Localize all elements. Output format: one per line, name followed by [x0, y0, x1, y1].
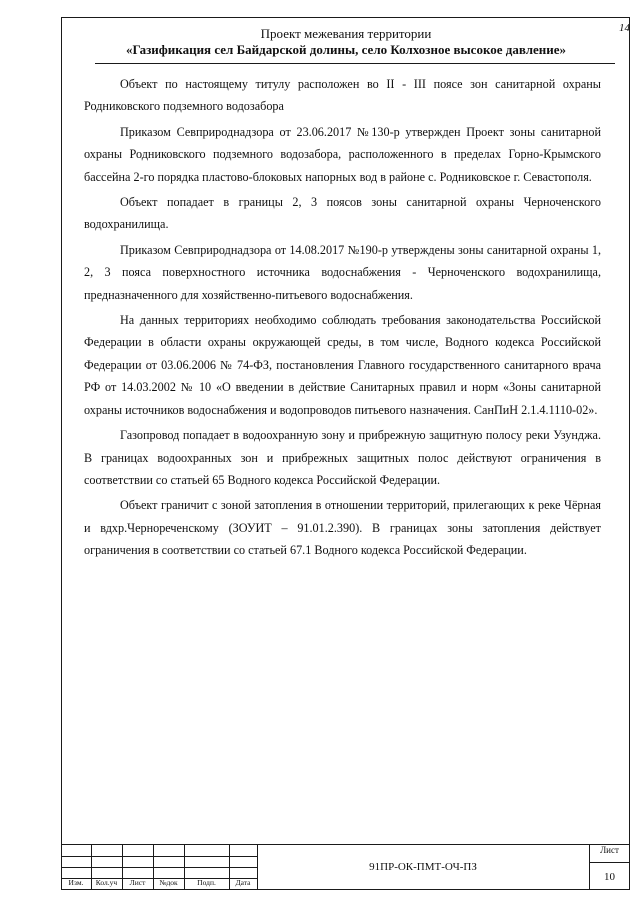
paragraph: Приказом Севприроднадзора от 23.06.2017 №130-р утвержден Проект зоны санитарной охраны Родниковского подземного водозабора, расположенного в пределах Горно-Крымского бассейна 2-го порядка пластово-блоковых напорных вод в районе с. Родниковское г. Севастополя.: [84, 124, 601, 184]
column-label-doc-number: №док: [159, 878, 178, 887]
paragraph: На данных территориях необходимо соблюдать требования законодательства Российской Федерации в области охраны окружающей среды, в том числе, Водного кодекса Российской Федерации от 03.06.2006 № 74-ФЗ, постановления Главного государственного санитарного врача РФ от 14.03.2002 № 10 «О введении в действие Санитарных правил и норм «Зоны санитарной охраны источников водоснабжения и водопроводов питьевого назначения. СанПиН 2.1.4.1110-02».: [84, 313, 601, 417]
title-block: [61, 844, 630, 890]
document-body: [84, 73, 601, 565]
sheet-label: Лист: [600, 845, 619, 855]
paragraph: Газопровод попадает в водоохранную зону и прибрежную защитную полосу реки Узунджа. В границах водоохранных зон и прибрежных защитных полос действуют ограничения в соответствии со статьей 65 Водного кодекса Российской Федерации.: [84, 428, 601, 487]
document-code: 91ПР-ОК-ПМТ-ОЧ-ПЗ: [369, 861, 477, 873]
header-project-name: «Газификация сел Байдарской долины, село Колхозное высокое давление»: [125, 42, 567, 57]
column-label-signature: Подп.: [197, 878, 216, 887]
sheet-number: 10: [604, 871, 615, 883]
paragraph: Объект по настоящему титулу расположен во II - III поясе зон санитарной охраны Родниковского подземного водозабора: [84, 77, 601, 114]
paragraph: Объект попадает в границы 2, 3 поясов зоны санитарной охраны Черноченского водохранилища.: [84, 195, 601, 232]
header-title: Проект межевания территории: [260, 26, 432, 41]
header-divider: [95, 63, 615, 64]
grid-line: [589, 862, 630, 863]
paragraph: Объект граничит с зоной затопления в отношении территорий, прилегающих к реке Чёрная и вдхр.Чернореченскому (ЗОУИТ – 91.01.2.390). В границах зоны затопления действует ограничения в соответствии со статьей 67.1 Водного кодекса Российской Федерации.: [84, 498, 601, 558]
column-label-count: Кол.уч: [95, 878, 118, 887]
column-label-date: Дата: [235, 878, 251, 887]
column-label-change: Изм.: [68, 878, 84, 887]
document-header: [66, 26, 626, 58]
paragraph: Приказом Севприроднадзора от 14.08.2017 №190-р утверждены зоны санитарной охраны 1, 2, 3 пояса поверхностного источника водоснабжения - Черноченского водохранилища, предназначенного для хозяйственно-питьевого водоснабжения.: [84, 242, 601, 302]
page-number: 14: [619, 22, 630, 34]
column-label-sheet: Лист: [129, 878, 146, 887]
